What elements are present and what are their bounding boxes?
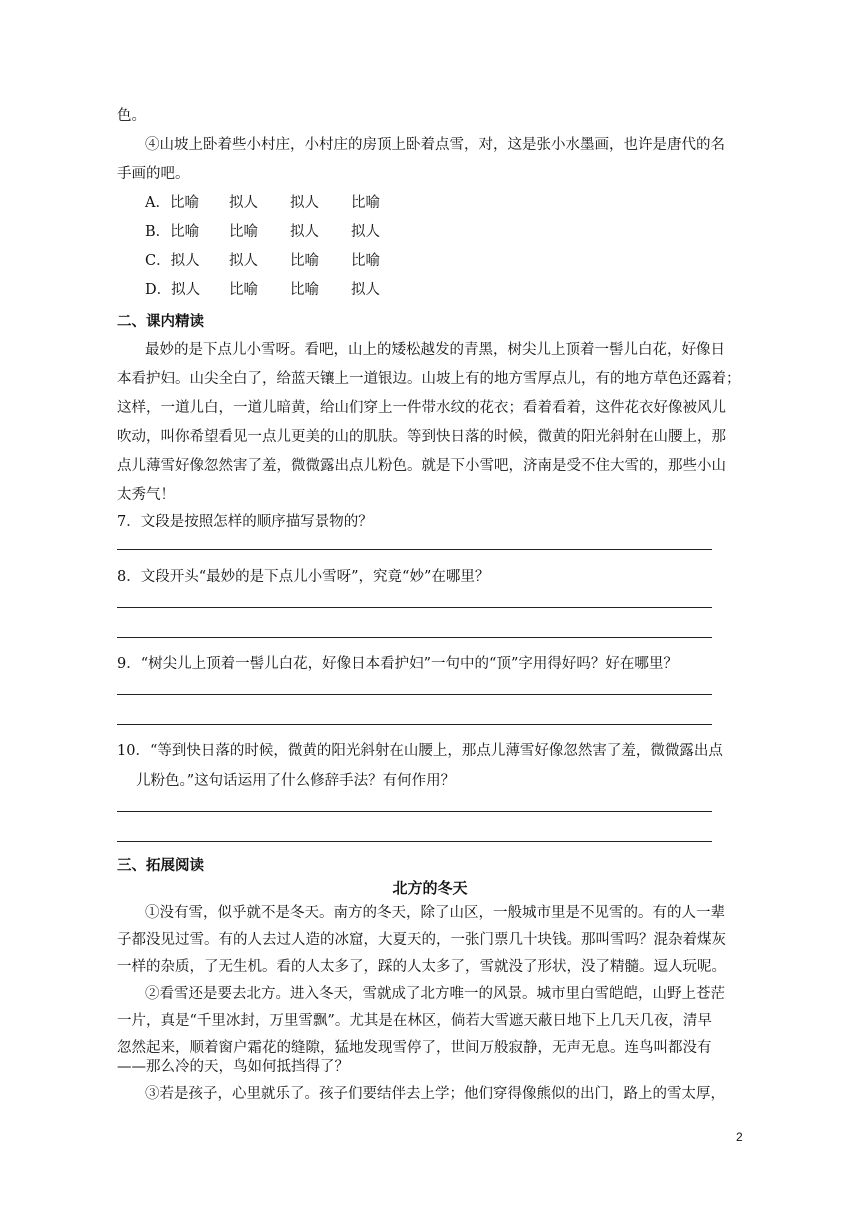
article-line: 忽然起来，顺着窗户霜花的缝隙，猛地发现雪停了，世间万般寂静，无声无息。连鸟叫都没有: [117, 1040, 712, 1056]
article-line: 子都没见过雪。有的人去过人造的冰窟，大夏天的，一张门票几十块钱。那叫雪吗？混杂着煤灰: [117, 932, 726, 948]
answer-line[interactable]: [117, 549, 712, 550]
question-9: 9．“树尖儿上顶着一髻儿白花，好像日本看护妇”一句中的“顶”字用得好吗？好在哪里？: [117, 656, 678, 672]
section-heading: 三、拓展阅读: [117, 858, 204, 874]
article-line: 一样的杂质，了无生机。看的人太多了，踩的人太多了，雪就没了形状，没了精髓。逗人玩呢。: [117, 959, 726, 975]
article-line: ①没有雪，似乎就不是冬天。南方的冬天，除了山区，一般城市里是不见雪的。有的人一辈: [145, 905, 725, 921]
passage-line: 太秀气！: [117, 487, 175, 503]
passage-line: 这样，一道儿白，一道儿暗黄，给山们穿上一件带水纹的花衣；看着看着，这件花衣好像被风儿: [117, 400, 726, 416]
article-line: ③若是孩子，心里就乐了。孩子们要结伴去上学；他们穿得像熊似的出门，路上的雪太厚，: [145, 1086, 725, 1102]
text-line: ④山坡上卧着些小村庄，小村庄的房顶上卧着点雪，对，这是张小水墨画，也许是唐代的名: [145, 137, 725, 153]
answer-line[interactable]: [117, 607, 712, 608]
article-line: ——那么冷的天，鸟如何抵挡得了？: [117, 1059, 349, 1075]
answer-line[interactable]: [117, 637, 712, 638]
answer-line[interactable]: [117, 694, 712, 695]
question-7: 7．文段是按照怎样的顺序描写景物的？: [117, 514, 373, 530]
article-line: 一片，真是“千里冰封，万里雪飘”。尤其是在林区，倘若大雪遮天蔽日地下上几天几夜，清早: [117, 1013, 712, 1029]
question-10: 10．“等到快日落的时候，微黄的阳光斜射在山腰上，那点儿薄雪好像忽然害了羞，微微露出点: [117, 743, 723, 759]
text-line: 手画的吧。: [117, 166, 190, 182]
question-8: 8．文段开头“最妙的是下点儿小雪呀”，究竟“妙”在哪里？: [117, 569, 490, 585]
answer-line[interactable]: [117, 841, 712, 842]
passage-line: 本看护妇。山尖全白了，给蓝天镶上一道银边。山坡上有的地方雪厚点儿，有的地方草色还露着；: [117, 371, 741, 387]
answer-line[interactable]: [117, 724, 712, 725]
page-number: 2: [736, 1130, 743, 1144]
article-line: ②看雪还是要去北方。进入冬天，雪就成了北方唯一的风景。城市里白雪皑皑，山野上苍茫: [145, 986, 725, 1002]
passage-line: 点儿薄雪好像忽然害了羞，微微露出点儿粉色。就是下小雪吧，济南是受不住大雪的，那些小山: [117, 458, 726, 474]
text-line: 色。: [117, 108, 146, 124]
passage-line: 最妙的是下点儿小雪呀。看吧，山上的矮松越发的青黑，树尖儿上顶着一髻儿白花，好像日: [145, 342, 725, 358]
passage-line: 吹动，叫你希望看见一点儿更美的山的肌肤。等到快日落的时候，微黄的阳光斜射在山腰上，那: [117, 429, 726, 445]
section-heading: 二、课内精读: [117, 314, 204, 330]
answer-line[interactable]: [117, 811, 712, 812]
question-10-cont: 儿粉色。”这句话运用了什么修辞手法？有何作用？: [136, 773, 456, 789]
article-title: 北方的冬天: [392, 879, 468, 897]
